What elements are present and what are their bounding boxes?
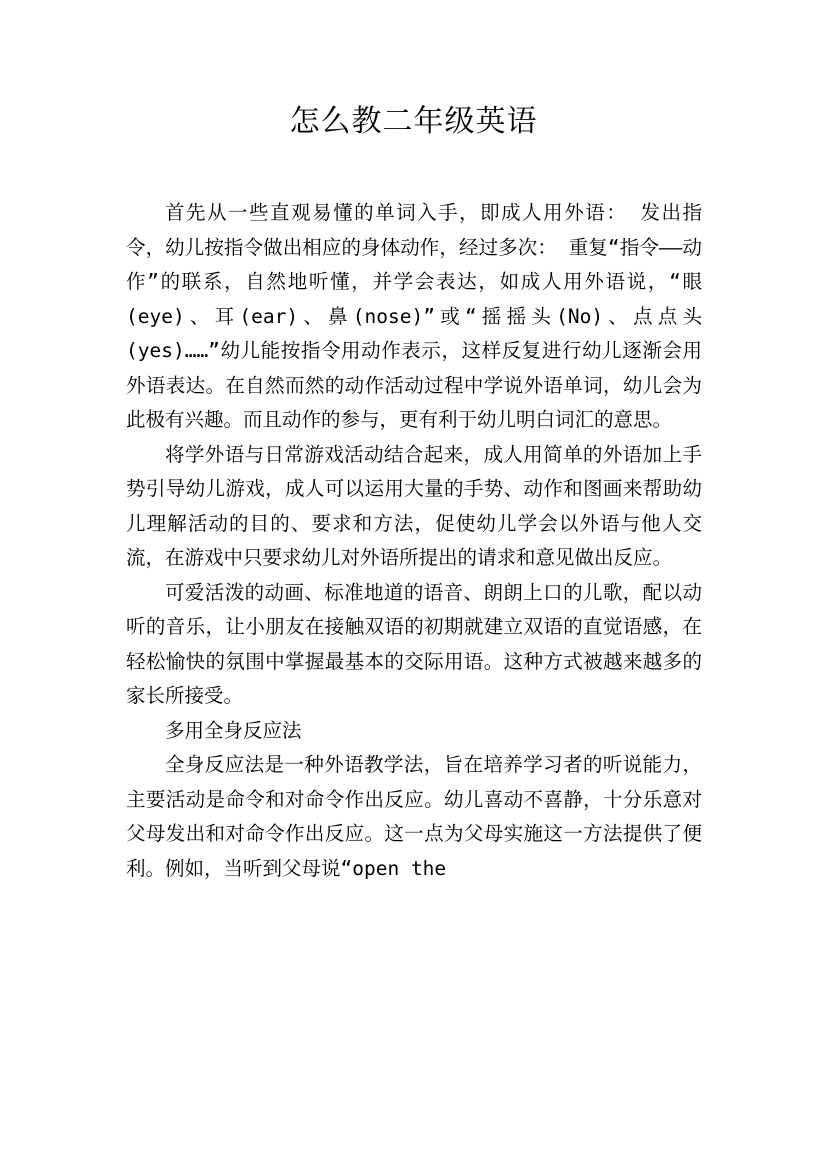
paragraph-1: 首先从一些直观易懂的单词入手，即成人用外语： 发出指令，幼儿按指令做出相应的身体动作，经过多次： 重复“指令——动作”的联系，自然地听懂，并学会表达，如成人用外语说，“眼(eye)、耳(ear)、鼻(nose)”或“摇摇头(No)、点点头(yes)……”幼儿能按指令用动作表示，这样反复进行幼儿逐渐会用外语表达。在自然而然的动作活动过程中学说外语单词，幼儿会为此极有兴趣。而且动作的参与，更有利于幼儿明白词汇的意思。: [126, 201, 702, 431]
paragraph-2: 将学外语与日常游戏活动结合起来，成人用简单的外语加上手势引导幼儿游戏，成人可以运用大量的手势、动作和图画来帮助幼儿理解活动的目的、要求和方法，促使幼儿学会以外语与他人交流，在游戏中只要求幼儿对外语所提出的请求和意见做出反应。: [126, 442, 702, 569]
section-subheading: 多用全身反应法: [165, 718, 302, 742]
document-body: [126, 196, 702, 886]
paragraph-3: 可爱活泼的动画、标准地道的语音、朗朗上口的儿歌，配以动听的音乐，让小朋友在接触双语的初期就建立双语的直觉语感，在轻松愉快的氛围中掌握最基本的交际用语。这种方式被越来越多的家长所接受。: [126, 580, 702, 707]
paragraph-4: 全身反应法是一种外语教学法，旨在培养学习者的听说能力，主要活动是命令和对命令作出反应。幼儿喜动不喜静，十分乐意对父母发出和对命令作出反应。这一点为父母实施这一方法提供了便利。例如，当听到父母说“open the: [126, 753, 702, 880]
document-title: 怎么教二年级英语: [289, 104, 538, 139]
